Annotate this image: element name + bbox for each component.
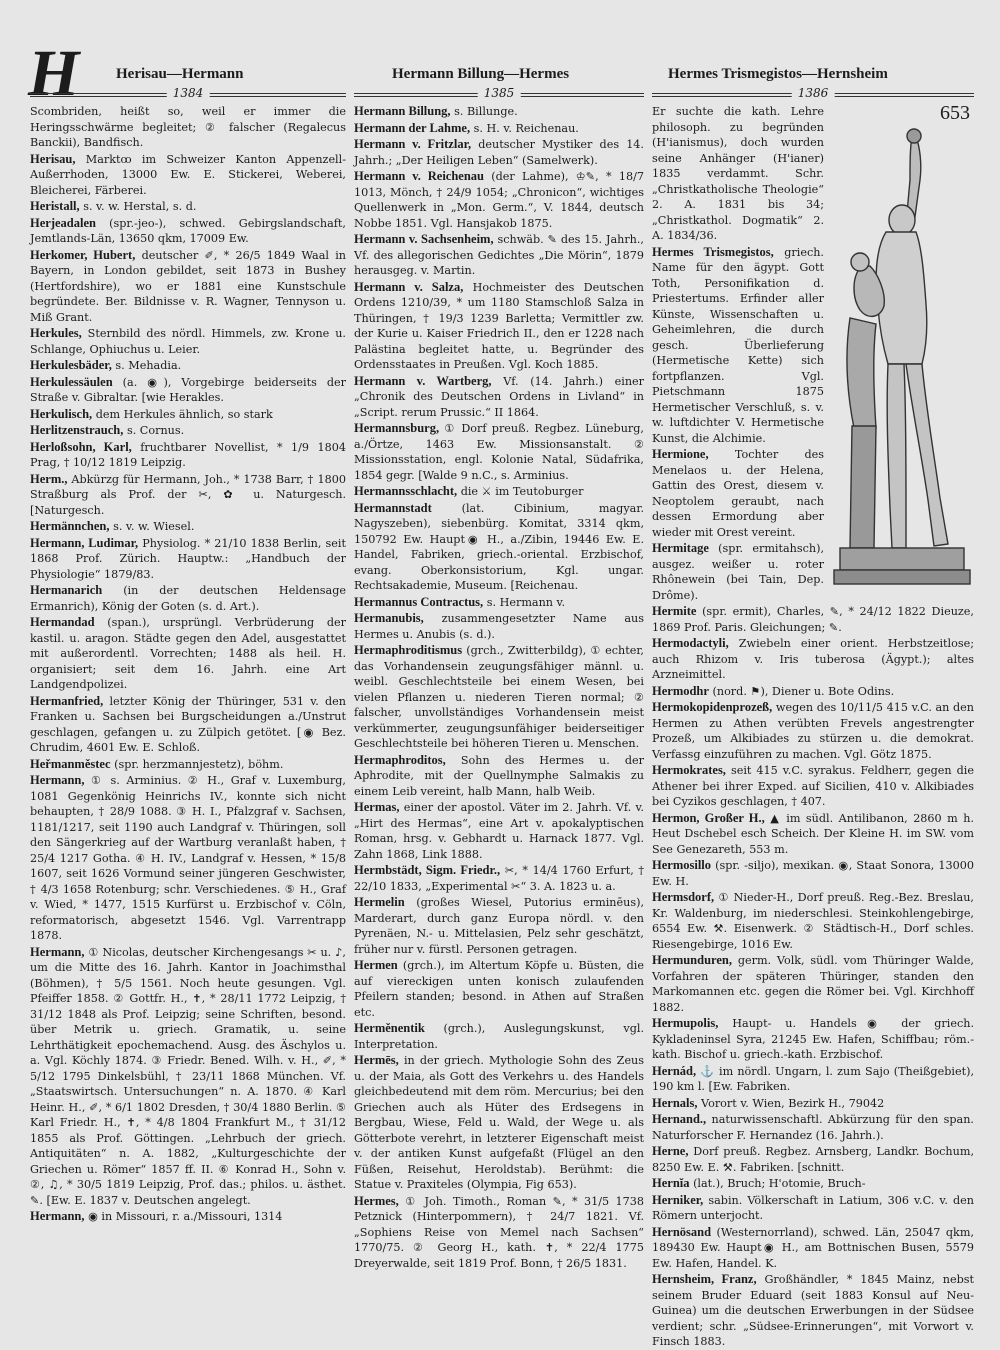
entry-headword: Hernösand — [652, 1224, 712, 1239]
entry-headword: Heristall, — [30, 199, 80, 213]
dictionary-entry — [354, 958, 644, 1020]
hermes-statue-figure — [830, 104, 974, 596]
entry-text: (in der deutschen Heldensage Ermanrich), König der Goten (s. d. Art.). — [30, 584, 346, 613]
entry-headword: Hermannsschlacht, — [354, 484, 458, 498]
dictionary-entry — [652, 1112, 974, 1143]
entry-headword: Hermanfried, — [30, 693, 104, 708]
dictionary-entry — [354, 1194, 644, 1272]
entry-headword: Heřmanměstec — [30, 756, 111, 771]
entry-text: ⚓ im nördl. Ungarn, l. zum Sajo (Theißgebiet), 190 km l. [Ew. Fabriken. — [652, 1064, 974, 1093]
entry-text: s. H. v. Reichenau. — [473, 121, 579, 135]
dictionary-entry — [354, 121, 644, 137]
entry-text: germ. Volk, südl. vom Thüringer Walde, Vorfahren der späteren Thüringer, standen den Markomannen etc. gegen die Römer bei. Vgl. Kirchhoff 1882. — [652, 954, 974, 1014]
entry-text: sabin. Völkerschaft in Latium, 306 v.C. v. den Römern unterjocht. — [652, 1193, 974, 1222]
entry-text: (spr. -siljo), mexikan. ◉, Staat Sonora, 13000 Ew. H. — [652, 859, 974, 888]
entry-text: ① s. Arminius. ② H., Graf v. Luxemburg, 1081 Gegenkönig Heinrichs IV., konnte sich nicht behaupten, † 28/9 1088. ③ H. I., Pfalzgraf v. Sachsen, 1181/1217, seit 1190 auch Landgraf v. Thüringen, soll den Sängerkrieg auf der Wartburg veranlaßt haben, † 25/4 1217 Gotha. ④ H. IV., Landgraf v. Hessen, * 15/8 1607, seit 1626 Vormund seiner jüngeren Geschwister, † 4/3 1658 Rotenburg; schr. Verschiedenes. ⑤ H., Graf v. Wied, * 1477, 1515 Kurfürst u. Erzbischof v. Cöln, reformatorisch, abgesetzt 1546. Vgl. Varrentrapp 1878. — [30, 774, 346, 942]
page-number: 1385 — [478, 86, 521, 100]
entry-headword: Hernĭa — [652, 1176, 690, 1190]
entry-headword: Hermaphroditismus — [354, 643, 463, 657]
entry-headword: Hermannus Contractus, — [354, 594, 484, 609]
entry-text: Vf. (14. Jahrh.) einer „Chronik des Deutschen Ordens in Livland“ in „Script. rerum Prussic.“ II 1864. — [354, 374, 644, 419]
entry-text: (großes Wiesel, Putorius erminēus), Marderart, durch ganz Europa nördl. v. den Pyrenäen, N.- u. Mittelasien, Pelz sehr geschätzt, früher nur v. fürstl. Personen getragen. — [354, 896, 644, 956]
entry-headword: Hermodhr — [652, 683, 709, 698]
entry-text: einer der apostol. Väter im 2. Jahrh. Vf. v. „Hirt des Hermas“, eine Art v. apokalyptischen Roman, hrsg. v. Gebhardt u. Harnack 1877. Vgl. Zahn 1868, Link 1888. — [354, 801, 644, 861]
entry-headword: Hermann v. Wartberg, — [354, 373, 492, 388]
entry-headword: Herkules, — [30, 326, 82, 340]
entry-headword: Herne, — [652, 1144, 689, 1158]
dictionary-entry — [30, 407, 346, 423]
hermes-statue-illustration — [830, 128, 974, 588]
dictionary-entry — [30, 583, 346, 614]
entry-headword: Herm., — [30, 471, 68, 486]
dictionary-entry — [652, 811, 974, 858]
entry-text: (a. ◉), Vorgebirge beiderseits der Straße v. Gibraltar. [wie Herakles. — [30, 375, 346, 404]
running-head-1384: Herisau—Hermann — [116, 66, 244, 82]
dictionary-entry — [30, 375, 346, 406]
dictionary-entry — [30, 326, 346, 357]
entry-headword: Hermann v. Sachsenheim, — [354, 232, 494, 246]
page-number: 1386 — [792, 86, 835, 100]
entry-headword: Hermen — [354, 958, 398, 972]
dictionary-entry — [652, 858, 974, 889]
dictionary-entry — [652, 953, 974, 1015]
entry-headword: Hermelin — [354, 895, 405, 909]
dictionary-entry — [354, 611, 644, 642]
dictionary-entry — [354, 137, 644, 168]
dictionary-entry — [354, 484, 644, 500]
entry-headword: Hermes Trismegistos, — [652, 244, 774, 259]
entry-text: Sohn des Hermes u. der Aphrodite, mit der Quellnymphe Salmakis zu einem Leib vereint, halb Mann, halb Weib. — [354, 753, 644, 798]
dictionary-entry — [30, 694, 346, 756]
entry-text: (grch., Zwitterbildg), ① echter, das Vorhandensein zeugungsfähiger männl. u. weibl. Geschlechtsteile bei einem Wesen, bei vielen Pflanzen u. niederen Tieren normal; ② falscher, unvollständiges Vorhandensein meist verkümmerter, zeugungsunfähiger beiderseitiger Geschlechtsteile bei höheren Tieren u. Menschen. — [354, 644, 644, 750]
dictionary-entry — [652, 1064, 974, 1095]
entry-text: in der griech. Mythologie Sohn des Zeus u. der Maia, als Gott des Verkehrs u. des Handels gleichbedeutend mit dem röm. Mercurius; bei den Griechen auch als Hüter des Erdsegens in Bergbau, Wiese, Feld u. Wald, der Wege u. als Götterbote verehrt, in letzterer Eigenschaft meist v. der antiken Kunst aufgefaßt (Flügel an den Füßen, Reisehut, Heroldstab). Berühmt: die Statue v. Praxiteles (Olympia, Fig 653). — [354, 1054, 645, 1191]
dictionary-entry — [30, 536, 346, 583]
entry-text: s. Hermann v. — [486, 595, 566, 609]
entry-headword: Hermann v. Salza, — [354, 279, 464, 294]
entry-headword: Hermes, — [354, 1193, 399, 1208]
entry-headword: Herkulessäulen — [30, 374, 113, 389]
dictionary-entry — [354, 1021, 644, 1052]
entry-headword: Hermann, — [30, 773, 85, 787]
entry-text: Abkürzg für Hermann, Joh., * 1738 Barr, † 1800 Straßburg als Prof. der ✂, ✿ u. Naturgesch. [Naturgesch. — [30, 472, 346, 517]
entry-headword: Hermupolis, — [652, 1016, 719, 1030]
dictionary-entry — [652, 1096, 974, 1112]
entry-headword: Herisau, — [30, 151, 76, 166]
dictionary-entry — [354, 895, 644, 957]
dictionary-entry — [30, 152, 346, 199]
entry-text: Scombriden, heißt so, weil er immer die Heringsschwärme begleitet; ② falscher (Regalecus Banckii), Bandfisch. — [30, 105, 346, 149]
page-number-rule-1386 — [652, 86, 974, 102]
entry-headword: Hermanarich — [30, 583, 103, 597]
entry-text: ◉ in Missouri, r. a./Missouri, 1314 — [88, 1210, 283, 1223]
dictionary-entry — [30, 248, 346, 326]
entry-headword: Hermokopidenprozeß, — [652, 700, 773, 714]
entry-text: (spr.-jeo-), schwed. Gebirgslandschaft, Jemtlands-Län, 13650 qkm, 17009 Ew. — [30, 216, 346, 245]
entry-text: Marktꝏ im Schweizer Kanton Appenzell-Außerrhoden, 13000 Ew. E. Stickerei, Weberei, Bleicherei, Färberei. — [30, 152, 346, 197]
entry-headword: Hermon, Großer H., — [652, 810, 765, 825]
entry-headword: Hermann v. Reichenau — [354, 169, 484, 183]
dictionary-entry — [354, 169, 644, 231]
entry-headword: Herlitzenstrauch, — [30, 423, 124, 437]
dictionary-entry — [30, 1209, 346, 1225]
entry-text: schwäb. ✎ des 15. Jahrh., Vf. des allegorischen Gedichtes „Die Mörin“, 1879 herausgeg. v. Martin. — [354, 233, 644, 277]
page-number: 1384 — [167, 86, 210, 100]
column-1385 — [354, 104, 644, 1290]
entry-text: s. Mehadia. — [115, 359, 182, 372]
dictionary-entry — [354, 104, 644, 120]
entry-text: deutscher ✐, * 26/5 1849 Waal in Bayern, in London gebildet, seit 1873 in Bushey (Hertfordshire), wo er 1881 eine Kunstschule begründete. Ber. Bildnisse v. R. Wagner, Tennyson u. Miß Grant. — [30, 248, 346, 324]
entry-headword: Hermann der Lahme, — [354, 120, 471, 135]
entry-headword: Hermosillo — [652, 858, 712, 872]
entry-headword: Hermokrates, — [652, 763, 726, 777]
entry-text: Vorort v. Wien, Bezirk H., 79042 — [701, 1096, 885, 1110]
entry-text: Tochter des Menelaos u. der Helena, Gattin des Orest, diesem v. Neoptolem geraubt, nach dessen Ermordung aber wieder mit Orest vereint. — [652, 448, 824, 539]
dictionary-entry — [30, 519, 346, 535]
dictionary-entry — [354, 501, 644, 594]
entry-text: Er suchte die kath. Lehre philosoph. zu begründen (H'ianismus), doch wurden seine Anhänger (H'ianer) 1835 verdammt. Schr. „Christkatholische Theologie“ 2. A. 1831 bis 34; „Christkathol. Dogmatik“ 2. A. 1834/36. — [652, 105, 824, 242]
page-number-rule-1384 — [30, 86, 346, 102]
entry-text: (spr. herzmannjestetz), böhm. — [114, 757, 284, 771]
entry-text: s. v. w. Herstal, s. d. — [83, 200, 197, 213]
dictionary-entry — [354, 421, 644, 483]
entry-headword: Hermunduren, — [652, 953, 732, 967]
entry-headword: Herkomer, Hubert, — [30, 247, 136, 262]
dictionary-entry — [354, 863, 644, 894]
dictionary-entry — [652, 636, 974, 683]
entry-headword: Hermann v. Fritzlar, — [354, 137, 472, 151]
entry-text: (grch.), Auslegungskunst, vgl. Interpretation. — [354, 1022, 644, 1051]
dictionary-entry — [30, 199, 346, 215]
entry-text: seit 415 v.C. syrakus. Feldherr, gegen die Athener bei ihrer Exped. auf Sicilien, 410 v. Alkibiades bei Cyzikos geschlagen, † 407. — [652, 764, 974, 808]
entry-text: Zwiebeln einer orient. Herbstzeitlose; auch Rhizom v. Iris tuberosa (Ägypt.); altes Arzneimittel. — [652, 637, 974, 681]
entry-text: ① Nieder-H., Dorf preuß. Reg.-Bez. Breslau, Kr. Waldenburg, im niederschlesi. Steinkohlengebirge, 6554 Ew. ⚒. Eisenwerk. ② Städtisch-H., Dorf schles. Riesengebirge, 1016 Ew. — [652, 891, 974, 951]
entry-text: (spr. ermit), Charles, ✎, * 24/12 1822 Dieuze, 1869 Prof. Paris. Gleichungen; ✎. — [652, 605, 974, 634]
entry-headword: Hermann Billung, — [354, 104, 451, 118]
entry-headword: Hermbstädt, Sigm. Friedr., — [354, 863, 501, 877]
dictionary-entry — [354, 280, 644, 373]
entry-headword: Hermite — [652, 604, 697, 618]
entry-text: ✂, * 14/4 1760 Erfurt, † 22/10 1833, „Experimental ✂“ 3. A. 1823 u. a. — [354, 864, 644, 893]
entry-text: zusammengesetzter Name aus Hermes u. Anubis (s. d.). — [354, 612, 644, 641]
entry-headword: Herměnentik — [354, 1021, 425, 1035]
page-number-rule-1385 — [354, 86, 644, 102]
dictionary-entry — [652, 1272, 974, 1350]
entry-text: s. Billunge. — [454, 105, 518, 118]
entry-headword: Hermaphroditos, — [354, 752, 446, 767]
entry-headword: Hermannstadt — [354, 500, 432, 515]
running-head-1386: Hermes Trismegistos—Hernsheim — [668, 66, 888, 82]
dictionary-entry — [30, 358, 346, 374]
entry-text: Dorf preuß. Regbez. Arnsberg, Landkr. Bochum, 8250 Ew. E. ⚒. Fabriken. [schnitt. — [652, 1145, 975, 1174]
entry-text: (spr. ermitahsch), ausgez. weißer u. roter Rhônewein (bei Tain, Dep. Drôme). — [652, 542, 825, 602]
entry-text: (nord. ⚑), Diener u. Bote Odins. — [712, 684, 895, 698]
dictionary-entry — [652, 763, 974, 810]
entry-headword: Hermann, — [30, 1209, 85, 1223]
dictionary-entry — [652, 890, 974, 952]
entry-headword: Hernád, — [652, 1063, 697, 1078]
dictionary-entry — [30, 757, 346, 773]
entry-text: (lat. Cibinium, magyar. Nagyszeben), siebenbürg. Komitat, 3314 qkm, 150792 Ew. Haupt◉ H., a./Zibin, 19446 Ew. E. Handel, Fabriken, griech.-oriental. Erzbischof, evang. Oberkonsistorium, Kgl. ungar. Rechtsakademie, Museum. [Reichenau. — [354, 501, 644, 592]
dictionary-entry — [652, 604, 974, 635]
entry-text: (Westernorrland), schwed. Län, 25047 qkm, 189430 Ew. Haupt◉ H., am Bottnischen Busen, 5579 Ew. Hafen, Handel. K. — [652, 1225, 974, 1270]
dictionary-entry — [652, 1016, 974, 1063]
entry-headword: Herniker, — [652, 1192, 704, 1207]
entry-headword: Hermēs, — [354, 1053, 399, 1067]
entry-text: (span.), ursprüngl. Verbrüderung der kastil. u. aragon. Städte gegen den Adel, ausgestattet mit außerordentl. Vorrechten; 1488 als heil. H. organisiert; seit dem 16. Jahrh. eine Art Landgendpolizei. — [30, 616, 346, 691]
dictionary-entry — [354, 1053, 644, 1193]
dictionary-entry — [30, 216, 346, 247]
dictionary-entry — [354, 374, 644, 421]
entry-headword: Herloßsohn, Karl, — [30, 439, 132, 454]
dictionary-entry — [30, 945, 346, 1209]
dictionary-entry — [30, 472, 346, 519]
entry-headword: Hermannsburg, — [354, 421, 440, 435]
entry-headword: Herkulesbäder, — [30, 358, 112, 372]
dictionary-entry — [30, 615, 346, 693]
dictionary-entry — [652, 1225, 974, 1272]
entry-text: (lat.), Bruch; H'otomie, Bruch- — [693, 1177, 866, 1190]
running-head-1385: Hermann Billung—Hermes — [392, 66, 570, 82]
entry-headword: Hermann, Ludimar, — [30, 535, 139, 550]
figure-number: 653 — [940, 102, 970, 124]
entry-text: griech. Name für den ägypt. Gott Toth, Personifikation d. Priestertums. Erfinder aller Künste, Wissenschaften u. Geheimlehren, die durch gesch. Überlieferung (Hermetische Kette) sich fortpflanzen. Vgl. Pietschmann 1875 Hermetischer Verschluß, s. v. w. luftdichter V. Hermetische Kunst, die Alchimie. — [652, 245, 824, 445]
dictionary-entry — [30, 440, 346, 471]
dictionary-entry — [354, 800, 644, 862]
entry-text: die ⚔ im Teutoburger — [460, 485, 584, 498]
entry-text: ① Joh. Timoth., Roman ✎, * 31/5 1738 Petznick (Hinterpommern), † 24/7 1821. Vf. „Sophiens Reise von Memel nach Sachsen“ 1770/75. ② Georg H., kath. ✝, * 22/4 1775 Dreyerwalde, seit 1819 Prof. Bonn, † 26/5 1831. — [354, 1194, 644, 1270]
entry-headword: Hermas, — [354, 800, 400, 814]
entry-text: Großhändler, * 1845 Mainz, nebst seinem Bruder Eduard (seit 1883 Konsul auf Neu-Guinea) um die deutschen Erwerbungen in der Südsee verdient; schr. „Südsee-Erinnerungen“, mit Vorwort v. Finsch 1883. — [652, 1273, 974, 1348]
entry-headword: Hermodactyli, — [652, 636, 729, 650]
section-letter: H — [28, 37, 78, 110]
entry-text: fruchtbarer Novellist, * 1/9 1804 Prag, † 10/12 1819 Leipzig. — [30, 440, 346, 469]
entry-text: naturwissenschaftl. Abkürzung für den span. Naturforscher F. Hernandez (16. Jahrh.). — [652, 1113, 974, 1142]
dictionary-entry — [354, 753, 644, 800]
column-1384 — [30, 104, 346, 1290]
entry-headword: Hermitage — [652, 541, 709, 555]
entry-text: Physiolog. * 21/10 1838 Berlin, seit 1868 Prof. Zürich. Hauptw.: „Handbuch der Physiologie“ 1879/83. — [30, 536, 346, 581]
entry-text: dem Herkules ähnlich, so stark — [95, 407, 273, 421]
entry-text: Haupt- u. Handels◉ der griech. Kykladeninsel Syra, 21245 Ew. Hafen, Schiffbau; röm.-kath. Bischof u. griech.-kath. Erzbischof. — [652, 1017, 974, 1061]
entry-headword: Herjeadalen — [30, 215, 96, 230]
entry-text: ① Nicolas, deutscher Kirchengesangs ✂ u. ♪, um die Mitte des 16. Jahrh. Kantor in Joachimsthal (Böhmen), † 5/5 1561. Noch heute gesungen. Vgl. Pfeiffer 1858. ② Gottfr. H., ✝, * 28/11 1772 Leipzig, † 31/12 1848 als Prof. Leipzig; seine Schriften, besond. über Metrik u. griech. Gramatik, u. seine Lehrthätigkeit epochemachend. Ausg. des Äschylos u. a. Vgl. Köchly 1874. ③ Friedr. Bened. Wilh. v. H., ✐, * 5/12 1795 Dinkelsbühl, † 23/11 1868 München. Vf. „Staatswirtsch. Untersuchungen“ n. A. 1870. ④ Karl Heinr. H., ✐, * 6/1 1802 Dresden, † 30/4 1880 Berlin. ⑤ Karl Friedr. H., ✝, * 4/8 1804 Frankfurt M., † 31/12 1855 als Prof. Göttingen. „Lehrbuch der griech. Antiquitäten“ n. A. 1882, „Kulturgeschichte der Griechen u. Römer“ 1857 ff. II. ⑥ Konrad H., Sohn v. ②, ♫, * 30/5 1819 Leipzig, Prof. das.; philos. u. ästhet. ✎. [Ew. E. 1837 v. Deutschen angelegt. — [30, 945, 346, 1207]
entry-text: ① Dorf preuß. Regbez. Lüneburg, a./Örtze, 1463 Ew. Missionsanstalt. ② Missionsstation, engl. Kolonie Natal, Südafrika, 1854 gegr. [Walde 9 n.C., s. Arminius. — [354, 422, 644, 482]
entry-text: (grch.), im Altertum Köpfe u. Büsten, die auf viereckigen unten konisch zulaufenden Pfeilern standen; besond. in Athen auf Straßen etc. — [354, 959, 644, 1019]
entry-text: Hochmeister des Deutschen Ordens 1210/39, * um 1180 Stamschloß Salza in Thüringen, † 19/3 1239 Barletta; Vermittler zw. der Kurie u. Kaiser Friedrich II., den er 1228 nach Palästina begleitet hatte, u. Begründer des Ordensstaates in Preußen. Vgl. Koch 1885. — [354, 280, 644, 371]
dictionary-entry — [652, 700, 974, 762]
entry-headword: Hermsdorf, — [652, 890, 715, 904]
entry-headword: Herkulisch, — [30, 406, 93, 421]
dictionary-entry — [30, 104, 346, 151]
dictionary-entry — [354, 595, 644, 611]
entry-headword: Hermännchen, — [30, 519, 110, 533]
dictionary-entry — [652, 1193, 974, 1224]
entry-headword: Hernsheim, Franz, — [652, 1272, 757, 1286]
entry-text: s. v. w. Wiesel. — [113, 520, 195, 533]
entry-headword: Hermandad — [30, 615, 95, 629]
entry-text: ▲ im südl. Antilibanon, 2860 m h. Heut Dschebel esch Scheich. Der Kleine H. im SW. vom See Genezareth, 553 m. — [652, 811, 974, 856]
dictionary-entry — [354, 643, 644, 752]
entry-text: letzter König der Thüringer, 531 v. den Franken u. Sachsen bei Burgscheidungen a./Unstrut geschlagen, gefangen u. zu Zülpich getötet. [◉ Bez. Chrudim, 4601 Ew. E. Schloß. — [30, 694, 346, 754]
entry-text: s. Cornus. — [126, 424, 185, 437]
dictionary-entry — [652, 1144, 974, 1175]
entry-text: Sternbild des nördl. Himmels, zw. Krone u. Schlange, Ophiuchus u. Leier. — [30, 327, 346, 356]
dictionary-entry — [652, 1176, 974, 1192]
dictionary-entry — [30, 773, 346, 944]
column-1386 — [652, 102, 975, 1348]
entry-headword: Hermione, — [652, 447, 709, 461]
entry-headword: Hermann, — [30, 944, 85, 959]
entry-text: (der Lahme), ♔✎, * 18/7 1013, Mönch, † 24/9 1054; „Chronicon“, wichtiges Quellenwerk in „Mon. Germ.“, V. 1844, deutsch Nobbe 1851. Vgl. Hansjakob 1875. — [354, 170, 644, 230]
dictionary-entry — [652, 684, 974, 700]
entry-text: wegen des 10/11/5 415 v.C. an den Hermen zu Athen verübten Frevels angestrengter Prozeß, um Alkibiades zu stürzen u. die demokrat. Verfassg einzuführen zu machen. Vgl. Götz 1875. — [652, 701, 975, 761]
entry-headword: Hernals, — [652, 1095, 698, 1110]
entry-headword: Hermanubis, — [354, 611, 424, 625]
dictionary-entry — [30, 423, 346, 439]
entry-text: deutscher Mystiker des 14. Jahrh.; „Der Heiligen Leben“ (Samelwerk). — [354, 138, 644, 167]
entry-headword: Hernand., — [652, 1112, 707, 1126]
dictionary-entry — [354, 232, 644, 279]
